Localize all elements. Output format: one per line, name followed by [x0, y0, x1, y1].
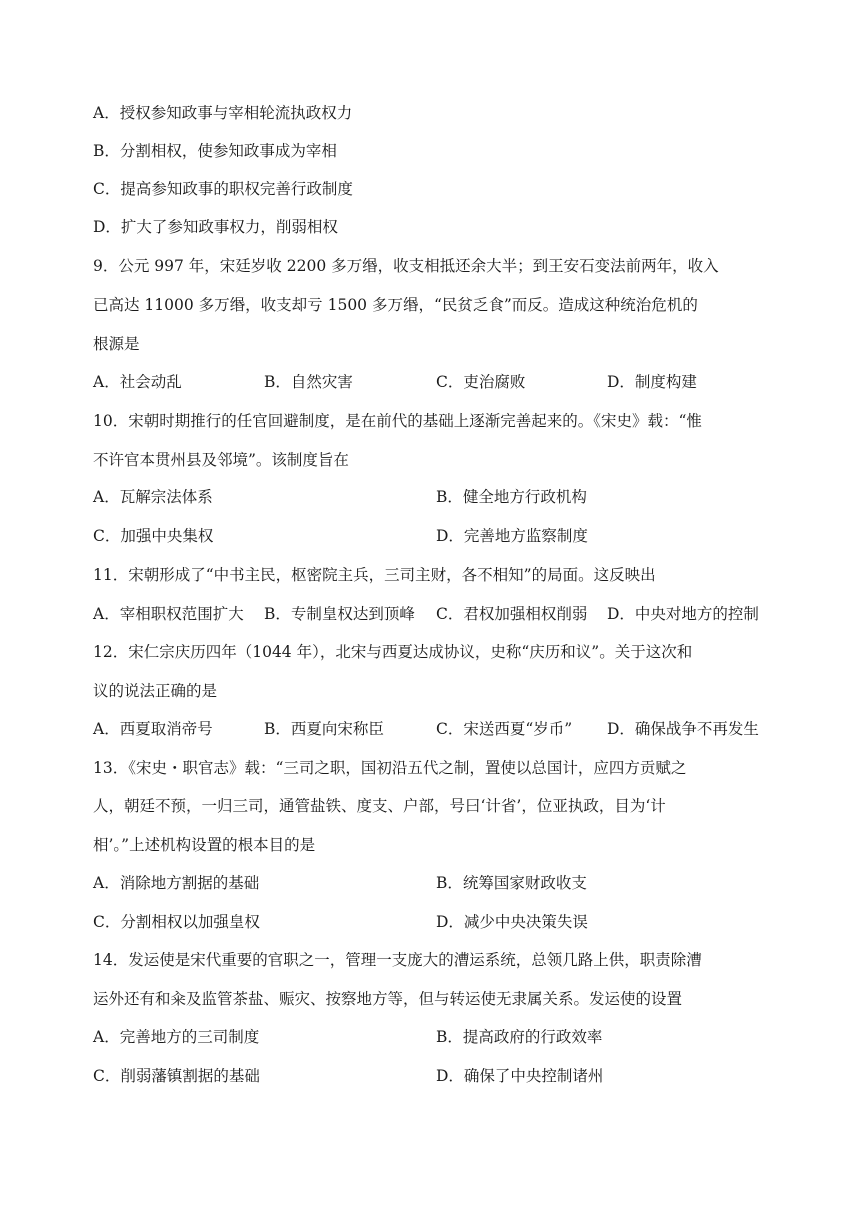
q14-option-d: D．确保了中央控制诸州	[436, 1067, 604, 1085]
q13-option-a: A．消除地方割据的基础	[93, 874, 260, 892]
q14-stem-line-1: 14．发运使是宋代重要的官职之一，管理一支庞大的漕运系统，总领几路上供，职责除漕	[93, 951, 702, 969]
q9-stem-line-3: 根源是	[93, 335, 140, 353]
q13-stem-line-3: 相’。”上述机构设置的根本目的是	[93, 836, 316, 854]
q10-stem-line-1: 10．宋朝时期推行的任官回避制度，是在前代的基础上逐渐完善起来的。《宋史》载：“惟	[93, 412, 702, 430]
q11-option-d: D．中央对地方的控制	[607, 605, 759, 623]
q10-stem-line-2: 不许官本贯州县及邻境”。该制度旨在	[93, 451, 349, 469]
q10-option-c: C．加强中央集权	[93, 527, 214, 545]
q12-stem-line-2: 议的说法正确的是	[93, 682, 218, 700]
q8-option-d: D．扩大了参知政事权力，削弱相权	[93, 218, 338, 236]
q11-stem-line-1: 11．宋朝形成了“中书主民，枢密院主兵，三司主财，各不相知”的局面。这反映出	[93, 566, 656, 584]
q14-stem-line-2: 运外还有和籴及监管茶盐、赈灾、按察地方等，但与转运使无隶属关系。发运使的设置	[93, 990, 683, 1008]
q9-option-d: D．制度构建	[607, 373, 697, 391]
q12-option-d: D．确保战争不再发生	[607, 720, 759, 738]
q11-option-b: B．专制皇权达到顶峰	[264, 605, 415, 623]
q12-option-c: C．宋送西夏“岁币”	[436, 720, 573, 738]
q10-option-a: A．瓦解宗法体系	[93, 488, 213, 506]
q10-option-d: D．完善地方监察制度	[436, 527, 588, 545]
q9-option-b: B．自然灾害	[264, 373, 353, 391]
q8-option-a: A．授权参知政事与宰相轮流执政权力	[93, 104, 353, 122]
q12-option-a: A．西夏取消帝号	[93, 720, 213, 738]
q14-option-a: A．完善地方的三司制度	[93, 1028, 260, 1046]
q11-option-c: C．君权加强相权削弱	[436, 605, 588, 623]
q9-option-a: A．社会动乱	[93, 373, 182, 391]
q11-option-a: A．宰相职权范围扩大	[93, 605, 244, 623]
q10-option-b: B．健全地方行政机构	[436, 488, 587, 506]
q12-option-b: B．西夏向宋称臣	[264, 720, 384, 738]
q13-option-b: B．统筹国家财政收支	[436, 874, 587, 892]
q13-option-d: D．减少中央决策失误	[436, 913, 588, 931]
q13-stem-line-1: 13．《宋史・职官志》载：“三司之职，国初沿五代之制，置使以总国计，应四方贡赋之	[93, 759, 687, 777]
q9-stem-line-2: 已高达 11000 多万缗，收支却亏 1500 多万缗，“民贫乏食”而反。造成这种统治危机的	[93, 296, 698, 314]
q13-stem-line-2: 人，朝廷不预，一归三司，通管盐铁、度支、户部，号曰‘计省’，位亚执政，目为‘计	[93, 797, 666, 815]
q9-stem-line-1: 9．公元 997 年，宋廷岁收 2200 多万缗，收支相抵还余大半；到王安石变法前两年，收入	[93, 257, 719, 275]
q14-option-b: B．提高政府的行政效率	[436, 1028, 603, 1046]
q13-option-c: C．分割相权以加强皇权	[93, 913, 260, 931]
q8-option-b: B．分割相权，使参知政事成为宰相	[93, 142, 337, 160]
q12-stem-line-1: 12．宋仁宗庆历四年（1044 年），北宋与西夏达成协议，史称“庆历和议”。关于这次和	[93, 643, 693, 661]
q9-option-c: C．吏治腐败	[436, 373, 526, 391]
q8-option-c: C．提高参知政事的职权完善行政制度	[93, 180, 353, 198]
q14-option-c: C．削弱藩镇割据的基础	[93, 1067, 260, 1085]
